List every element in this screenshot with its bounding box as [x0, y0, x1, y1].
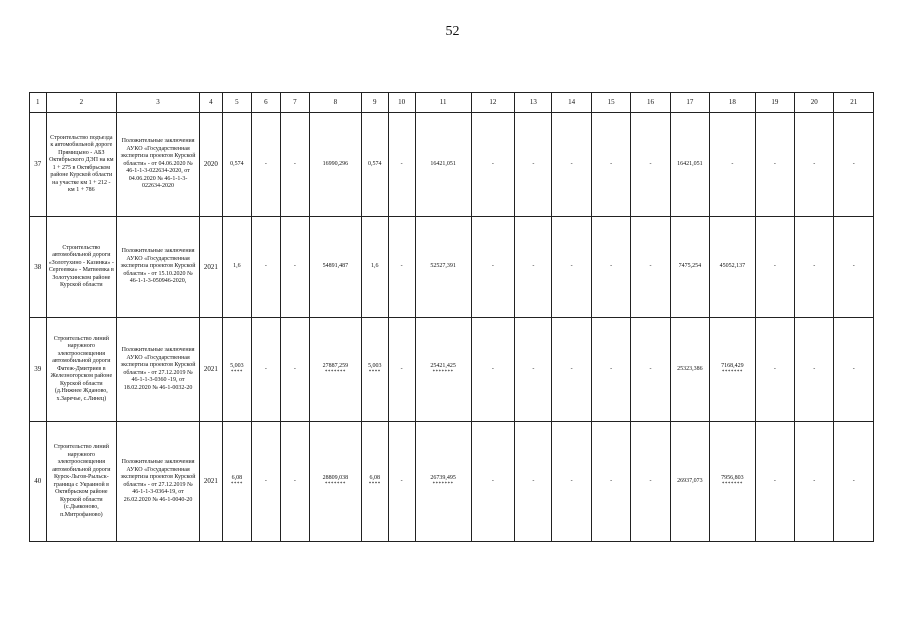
- header-cell: 1: [30, 93, 47, 113]
- value-cell: [552, 217, 591, 318]
- object-name-cell: [46, 422, 117, 542]
- value-cell: [280, 113, 309, 217]
- value-cell: [471, 113, 515, 217]
- value-cell: [834, 318, 874, 422]
- value-cell: [222, 113, 251, 217]
- cell-text: -: [532, 477, 535, 484]
- table-row: [30, 422, 874, 542]
- header-cell: 18: [710, 93, 756, 113]
- cell-text: -: [731, 160, 734, 167]
- cell-text: -: [293, 477, 296, 484]
- cell-text: 40: [34, 477, 42, 486]
- table-body: [30, 113, 874, 542]
- value-cell: [515, 113, 552, 217]
- cell-text: Строительство линий наружного электроосвещения автомобильной дороги Фатеж-Дмитриев в Железногорском районе Курской области (д.Нижнее Жданово, х.Заречье, с.Линец): [50, 335, 113, 402]
- year-cell: [200, 217, 223, 318]
- cell-text: Положительные заключения АУКО «Государственная экспертиза проектов Курской области» - от 04.06.2020 № 46-1-1-3-022634-2020, от 04.06.2020 № 46-1-1-3-022634-2020: [120, 138, 196, 190]
- value-cell: [415, 217, 471, 318]
- value-cell: [361, 422, 388, 542]
- cell-text: -: [293, 263, 296, 270]
- value-cell: [222, 318, 251, 422]
- cell-text: -: [610, 160, 613, 167]
- table-row: [30, 318, 874, 422]
- value-cell: [471, 318, 515, 422]
- header-cell: 5: [222, 93, 251, 113]
- footnote-marker: *******: [324, 482, 346, 488]
- value-cell: [251, 217, 280, 318]
- cell-text: -: [532, 263, 535, 270]
- value-cell: [280, 217, 309, 318]
- cell-text: -: [773, 160, 776, 167]
- year-cell: [200, 113, 223, 217]
- cell-text: -: [532, 160, 535, 167]
- cell-text: 37: [34, 160, 42, 169]
- value-cell: [795, 113, 834, 217]
- header-cell: 9: [361, 93, 388, 113]
- cell-text: 26937,073: [677, 477, 703, 484]
- value-cell: [309, 422, 361, 542]
- cell-text: -: [649, 365, 652, 372]
- value-cell: [361, 113, 388, 217]
- value-cell: [755, 113, 794, 217]
- value-cell: [361, 217, 388, 318]
- footnote-marker: *******: [432, 370, 454, 376]
- cell-text: Положительные заключения АУКО «Государственная экспертиза проектов Курской области» - от 15.10.2020 № 46-1-1-3-050946-2020,: [120, 248, 196, 285]
- header-cell: 19: [755, 93, 794, 113]
- cell-text: -: [570, 477, 573, 484]
- cell-text: -: [532, 365, 535, 372]
- value-cell: [710, 318, 756, 422]
- cell-text: -: [610, 477, 613, 484]
- cell-text: 0,574: [367, 160, 382, 167]
- footnote-marker: *******: [324, 370, 346, 376]
- object-name-cell: [46, 113, 117, 217]
- value-cell: [309, 113, 361, 217]
- cell-text: 7956,803: [721, 474, 744, 481]
- value-cell: [591, 217, 630, 318]
- year-cell: [200, 318, 223, 422]
- cell-text: 6,08: [369, 474, 380, 481]
- document-cell: [117, 113, 200, 217]
- cell-text: 2021: [203, 477, 218, 486]
- value-cell: [415, 318, 471, 422]
- cell-text: 39: [34, 365, 42, 374]
- cell-text: -: [293, 365, 296, 372]
- value-cell: [631, 113, 670, 217]
- cell-text: 26739,495: [430, 474, 456, 481]
- value-cell: [670, 113, 709, 217]
- cell-text: Строительство подъезда к автомобильной дороге Прямицыно - АБЗ Октябрьского ДЭП на км 1 + 275 в Октябрьском районе Курской области на участке км 1 + 212 - км 1 + 786: [49, 134, 114, 193]
- footnote-marker: *******: [721, 482, 743, 488]
- value-cell: [388, 217, 415, 318]
- cell-text: 7475,254: [678, 263, 702, 270]
- document-cell: [117, 217, 200, 318]
- cell-text: -: [400, 160, 403, 167]
- header-cell: 14: [552, 93, 591, 113]
- cell-text: -: [773, 263, 776, 270]
- cell-text: -: [852, 263, 855, 270]
- object-name-cell: [46, 217, 117, 318]
- cell-text: 16421,051: [677, 160, 703, 167]
- cell-text: -: [400, 477, 403, 484]
- value-cell: [415, 422, 471, 542]
- cell-text: -: [400, 365, 403, 372]
- value-cell: [251, 113, 280, 217]
- value-cell: [591, 318, 630, 422]
- cell-text: -: [264, 160, 267, 167]
- header-cell: 13: [515, 93, 552, 113]
- cell-text: Строительство линий наружного электроосвещения автомобильной дороги Курск-Льгов-Рыльск-граница с Украиной в Октябрьском районе Курской области (с.Дьяконово, п.Митрофаново): [52, 444, 111, 518]
- value-cell: [222, 217, 251, 318]
- cell-text: Строительство автомобильной дороги «Золотухино - Казинка» - Сергеевка» - Матвеевка в Золотухинском районе Курской области: [48, 244, 114, 288]
- cell-text: 7168,429: [721, 362, 744, 369]
- value-cell: [471, 422, 515, 542]
- cell-text: 5,003: [230, 362, 244, 369]
- value-cell: [670, 318, 709, 422]
- value-cell: [795, 318, 834, 422]
- value-cell: [388, 318, 415, 422]
- header-cell: 3: [117, 93, 200, 113]
- footnote-marker: ****: [230, 370, 243, 376]
- header-cell: 17: [670, 93, 709, 113]
- cell-text: -: [491, 263, 494, 270]
- cell-text: -: [773, 365, 776, 372]
- cell-text: 38: [34, 262, 42, 271]
- value-cell: [834, 217, 874, 318]
- cell-text: -: [813, 263, 816, 270]
- cell-text: 25323,386: [677, 365, 703, 372]
- cell-text: -: [649, 263, 652, 270]
- cell-text: 2021: [203, 262, 218, 271]
- cell-text: -: [293, 160, 296, 167]
- cell-text: 1,6: [370, 263, 379, 270]
- cell-text: 1,6: [233, 263, 241, 270]
- cell-text: -: [649, 160, 652, 167]
- header-cell: 7: [280, 93, 309, 113]
- value-cell: [251, 318, 280, 422]
- value-cell: [591, 113, 630, 217]
- header-cell: 21: [834, 93, 874, 113]
- row-number-cell: [30, 217, 47, 318]
- value-cell: [251, 422, 280, 542]
- value-cell: [280, 318, 309, 422]
- header-cell: 12: [471, 93, 515, 113]
- header-cell: 20: [795, 93, 834, 113]
- header-cell: 2: [46, 93, 117, 113]
- value-cell: [795, 422, 834, 542]
- cell-text: 16421,051: [430, 160, 456, 167]
- cell-text: 0,574: [230, 160, 244, 167]
- value-cell: [388, 422, 415, 542]
- cell-text: -: [813, 160, 816, 167]
- value-cell: [755, 422, 794, 542]
- cell-text: -: [852, 160, 855, 167]
- document-cell: [117, 422, 200, 542]
- value-cell: [631, 422, 670, 542]
- table-row: [30, 113, 874, 217]
- cell-text: -: [570, 160, 573, 167]
- cell-text: 6,08: [231, 474, 243, 481]
- footnote-marker: ****: [368, 482, 381, 488]
- cell-text: Положительные заключения АУКО «Государственная экспертиза проектов Курской области» - от 27.12.2019 № 46-1-1-3-0360 -19, от 18.02.2020 № 46-1-0032-20: [120, 347, 196, 391]
- value-cell: [670, 422, 709, 542]
- cell-text: -: [491, 477, 494, 484]
- value-cell: [280, 422, 309, 542]
- cell-text: -: [491, 160, 494, 167]
- value-cell: [834, 113, 874, 217]
- cell-text: 54891,487: [322, 263, 349, 270]
- year-cell: [200, 422, 223, 542]
- cell-text: 52527,391: [430, 263, 456, 270]
- value-cell: [515, 217, 552, 318]
- value-cell: [515, 318, 552, 422]
- value-cell: [755, 217, 794, 318]
- value-cell: [710, 113, 756, 217]
- value-cell: [309, 217, 361, 318]
- cell-text: -: [852, 477, 855, 484]
- cell-text: -: [264, 263, 267, 270]
- value-cell: [631, 318, 670, 422]
- row-number-cell: [30, 422, 47, 542]
- header-cell: 16: [631, 93, 670, 113]
- cell-text: 28809,038: [322, 474, 349, 481]
- cell-text: -: [264, 477, 267, 484]
- row-number-cell: [30, 113, 47, 217]
- value-cell: [388, 113, 415, 217]
- header-cell: 6: [251, 93, 280, 113]
- cell-text: 27887,259: [322, 362, 349, 369]
- cell-text: -: [852, 365, 855, 372]
- cell-text: 25421,425: [430, 362, 456, 369]
- cell-text: 5,003: [367, 362, 382, 369]
- value-cell: [515, 422, 552, 542]
- cell-text: -: [813, 365, 816, 372]
- value-cell: [552, 318, 591, 422]
- value-cell: [309, 318, 361, 422]
- footnote-marker: *******: [721, 370, 743, 376]
- value-cell: [710, 217, 756, 318]
- value-cell: [552, 422, 591, 542]
- cell-text: -: [570, 365, 573, 372]
- header-row: [30, 93, 874, 113]
- cell-text: -: [610, 365, 613, 372]
- footnote-marker: ****: [230, 482, 243, 488]
- value-cell: [552, 113, 591, 217]
- value-cell: [415, 113, 471, 217]
- footnote-marker: ****: [368, 370, 381, 376]
- value-cell: [631, 217, 670, 318]
- header-cell: 11: [415, 93, 471, 113]
- header-cell: 15: [591, 93, 630, 113]
- table-row: [30, 217, 874, 318]
- value-cell: [710, 422, 756, 542]
- value-cell: [834, 422, 874, 542]
- value-cell: [591, 422, 630, 542]
- cell-text: -: [773, 477, 776, 484]
- header-cell: 10: [388, 93, 415, 113]
- cell-text: -: [570, 263, 573, 270]
- header-cell: 8: [309, 93, 361, 113]
- footnote-marker: *******: [432, 482, 454, 488]
- page-number: 52: [445, 24, 460, 39]
- document-cell: [117, 318, 200, 422]
- value-cell: [670, 217, 709, 318]
- data-table: [29, 92, 874, 542]
- value-cell: [471, 217, 515, 318]
- value-cell: [222, 422, 251, 542]
- cell-text: -: [400, 263, 403, 270]
- cell-text: 2021: [203, 365, 218, 374]
- cell-text: -: [491, 365, 494, 372]
- cell-text: 45052,137: [719, 263, 746, 270]
- cell-text: -: [610, 263, 613, 270]
- value-cell: [755, 318, 794, 422]
- cell-text: -: [649, 477, 652, 484]
- cell-text: -: [264, 365, 267, 372]
- cell-text: -: [813, 477, 816, 484]
- header-cell: 4: [200, 93, 223, 113]
- cell-text: 16990,296: [322, 160, 349, 167]
- object-name-cell: [46, 318, 117, 422]
- value-cell: [795, 217, 834, 318]
- row-number-cell: [30, 318, 47, 422]
- value-cell: [361, 318, 388, 422]
- cell-text: Положительные заключения АУКО «Государственная экспертиза проектов Курской области» - от 27.12.2019 № 46-1-1-3-0364-19, от 26.02.2020 № 46-1-0040-20: [120, 459, 196, 503]
- cell-text: 2020: [203, 160, 218, 169]
